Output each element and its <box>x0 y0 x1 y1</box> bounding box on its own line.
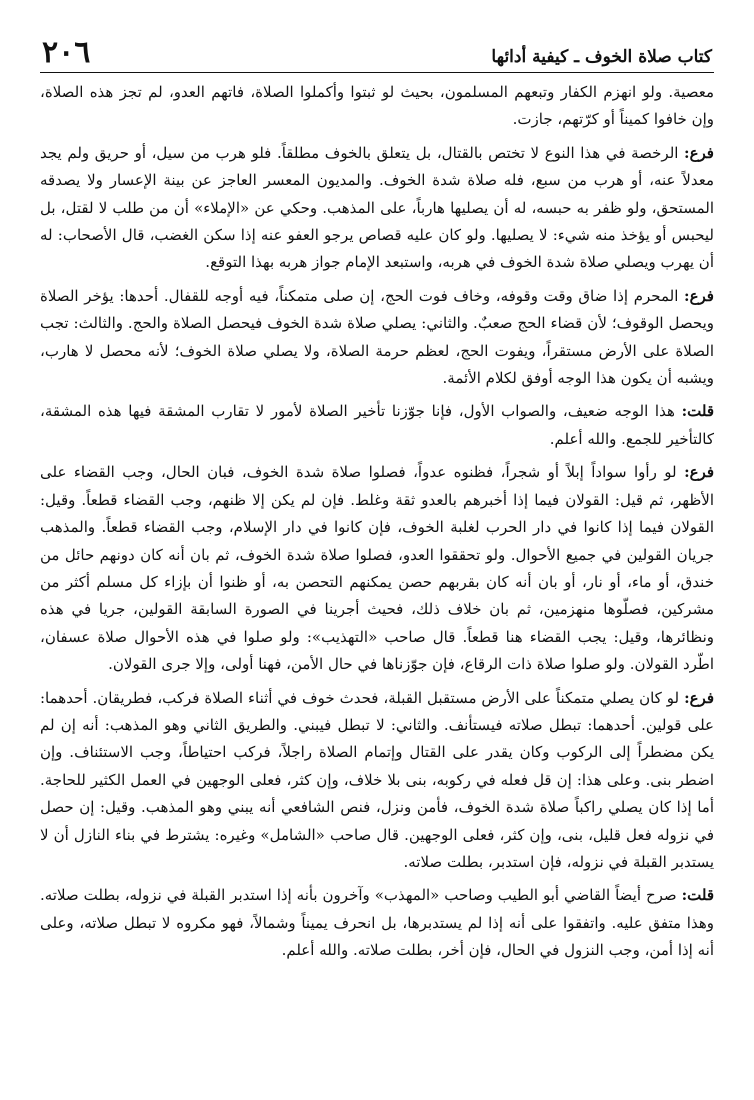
paragraph <box>40 79 714 134</box>
paragraph-text: المحرم إذا ضاق وقت وقوفه، وخاف فوت الحج، إن صلى متمكناً، فيه أوجه للقفال. أحدها: يؤخر الصلاة ويحصل الوقوف؛ لأن قضاء الحج صعبٌ. والثاني: يصلي صلاة شدة الخوف فيحصل الصلاة والحج. والثالث: تجب الصلاة على الأرض مستقراً، ويفوت الحج، لعظم حرمة الصلاة، ولا يصلي صلاة الخوف؛ لأنه محصل لا هارب، ويشبه أن يكون هذا الوجه أوفق لكلام الأئمة. <box>40 286 714 388</box>
paragraph <box>40 685 714 877</box>
paragraph <box>40 882 714 964</box>
page-header <box>40 30 714 73</box>
page-body <box>40 79 714 965</box>
paragraph-text: لو كان يصلي متمكناً على الأرض مستقبل القبلة، فحدث خوف في أثناء الصلاة فركب، فطريقان. أحدهما: على قولين. أحدهما: تبطل صلاته فيستأنف. والثاني: لا تبطل فيبني. والطريق الثاني وهو المذهب: أنه إن لم يكن مضطراً إلى الركوب وكان يقدر على القتال وإتمام الصلاة راجلاً، فركب احتياطاً، وجب الاستئناف. وإن اضطر بنى. وعلى هذا: إن قل فعله في ركوبه، بنى بلا خلاف، وإن كثر، فعلى الوجهين في العمل الكثير للحاجة. أما إذا كان يصلي راكباً صلاة شدة الخوف، فأمن ونزل، فنص الشافعي أنه يبني وهو المذهب. وقيل: إن حصل في نزوله فعل قليل، بنى، وإن كثر، فعلى الوجهين. قال صاحب «الشامل» وغيره: يشترط في بناء النازل أن لا يستدبر القبلة في نزوله، فإن استدبر، بطلت صلاته. <box>40 688 714 871</box>
page-number: ٢٠٦ <box>42 35 91 70</box>
paragraph-text: معصية. ولو انهزم الكفار وتبعهم المسلمون، بحيث لو ثبتوا وأكملوا الصلاة، فاتهم العدو، لم تجز هذه الصلاة، وإن خافوا كميناً أو كرّتهم، جازت. <box>40 83 714 129</box>
paragraph-label: قلت: <box>681 402 714 421</box>
paragraph-text: لو رأوا سواداً إبلاً أو شجراً، فظنوه عدواً، فصلوا صلاة شدة الخوف، فبان الحال، وجب القضاء على الأظهر، ثم قيل: القولان فيما إذا أخبرهم بالعدو ثقة وغلط. فإن لم يكن إلا ظنهم، وجب القضاء قطعاً. وقيل: القولان فيما إذا كانوا في دار الحرب لغلبة الخوف، فإن كانوا في دار الإسلام، وجب القضاء قطعاً. والمذهب جريان القولين في جميع الأحوال. ولو تحققوا العدو، فصلوا صلاة شدة الخوف، ثم بان أنه كان دونهم حائل من خندق، أو ماء، أو نار، أو بان أنه كان بقربهم حصن يمكنهم التحصن به، أو ظنوا أن بإزاء كل مسلم أكثر من مشركين، فصلّوها منهزمين، ثم بان خلاف ذلك، فحيث أجرينا في الصورة السابقة القولين، جريا في هذه ونظائرها، وقيل: يجب القضاء هنا قطعاً. قال صاحب «التهذيب»: ولو صلوا في هذه الأحوال صلاة عسفان، اطّرد القولان. ولو صلوا صلاة ذات الرقاع، فإن جوّزناها في حال الأمن، فهنا أولى، وإلا جرى القولان. <box>40 463 714 674</box>
paragraph <box>40 140 714 277</box>
paragraph <box>40 459 714 678</box>
paragraph-label: فرع: <box>684 688 714 707</box>
paragraph <box>40 398 714 453</box>
paragraph-label: فرع: <box>684 463 714 482</box>
paragraph-text: الرخصة في هذا النوع لا تختص بالقتال، بل يتعلق بالخوف مطلقاً. فلو هرب من سيل، أو حريق ولم يجد معدلاً عنه، أو هرب من سبع، فله صلاة شدة الخوف. والمديون المعسر العاجز عن بينة الإعسار ولا يصدقه المستحق، ولو ظفر به حبسه، له أن يصليها هارباً، على المذهب. وحكي عن «الإملاء» أن من طلب لا لقتل، بل ليحبس أو يؤخذ منه شيء: لا يصليها. ولو كان عليه قصاص يرجو العفو عنه إذا سكن الغضب، قال الأصحاب: له أن يهرب ويصلي صلاة شدة الخوف في هربه، واستبعد الإمام جواز هربه بهذا التوقع. <box>40 143 714 272</box>
paragraph-label: فرع: <box>684 143 714 162</box>
paragraph-text: صرح أيضاً القاضي أبو الطيب وصاحب «المهذب» وآخرون بأنه إذا استدبر القبلة في نزوله، بطلت صلاته. وهذا متفق عليه. واتفقوا على أنه إذا لم يستدبرها، بل انحرف يميناً وشمالاً، فهو مكروه لا تبطل صلاته، وعلى أنه إذا أمن، وجب النزول في الحال، فإن أخر، بطلت صلاته. والله أعلم. <box>40 886 714 960</box>
running-title: كتاب صلاة الخوف ـ كيفية أدائها <box>491 47 712 67</box>
paragraph-text: هذا الوجه ضعيف، والصواب الأول، فإنا جوّزنا تأخير الصلاة لأمور لا تقارب المشقة فيها هذه المشقة، كالتأخير للجمع. والله أعلم. <box>40 402 714 448</box>
paragraph-label: قلت: <box>681 886 714 905</box>
paragraph <box>40 283 714 393</box>
paragraph-label: فرع: <box>684 286 714 305</box>
